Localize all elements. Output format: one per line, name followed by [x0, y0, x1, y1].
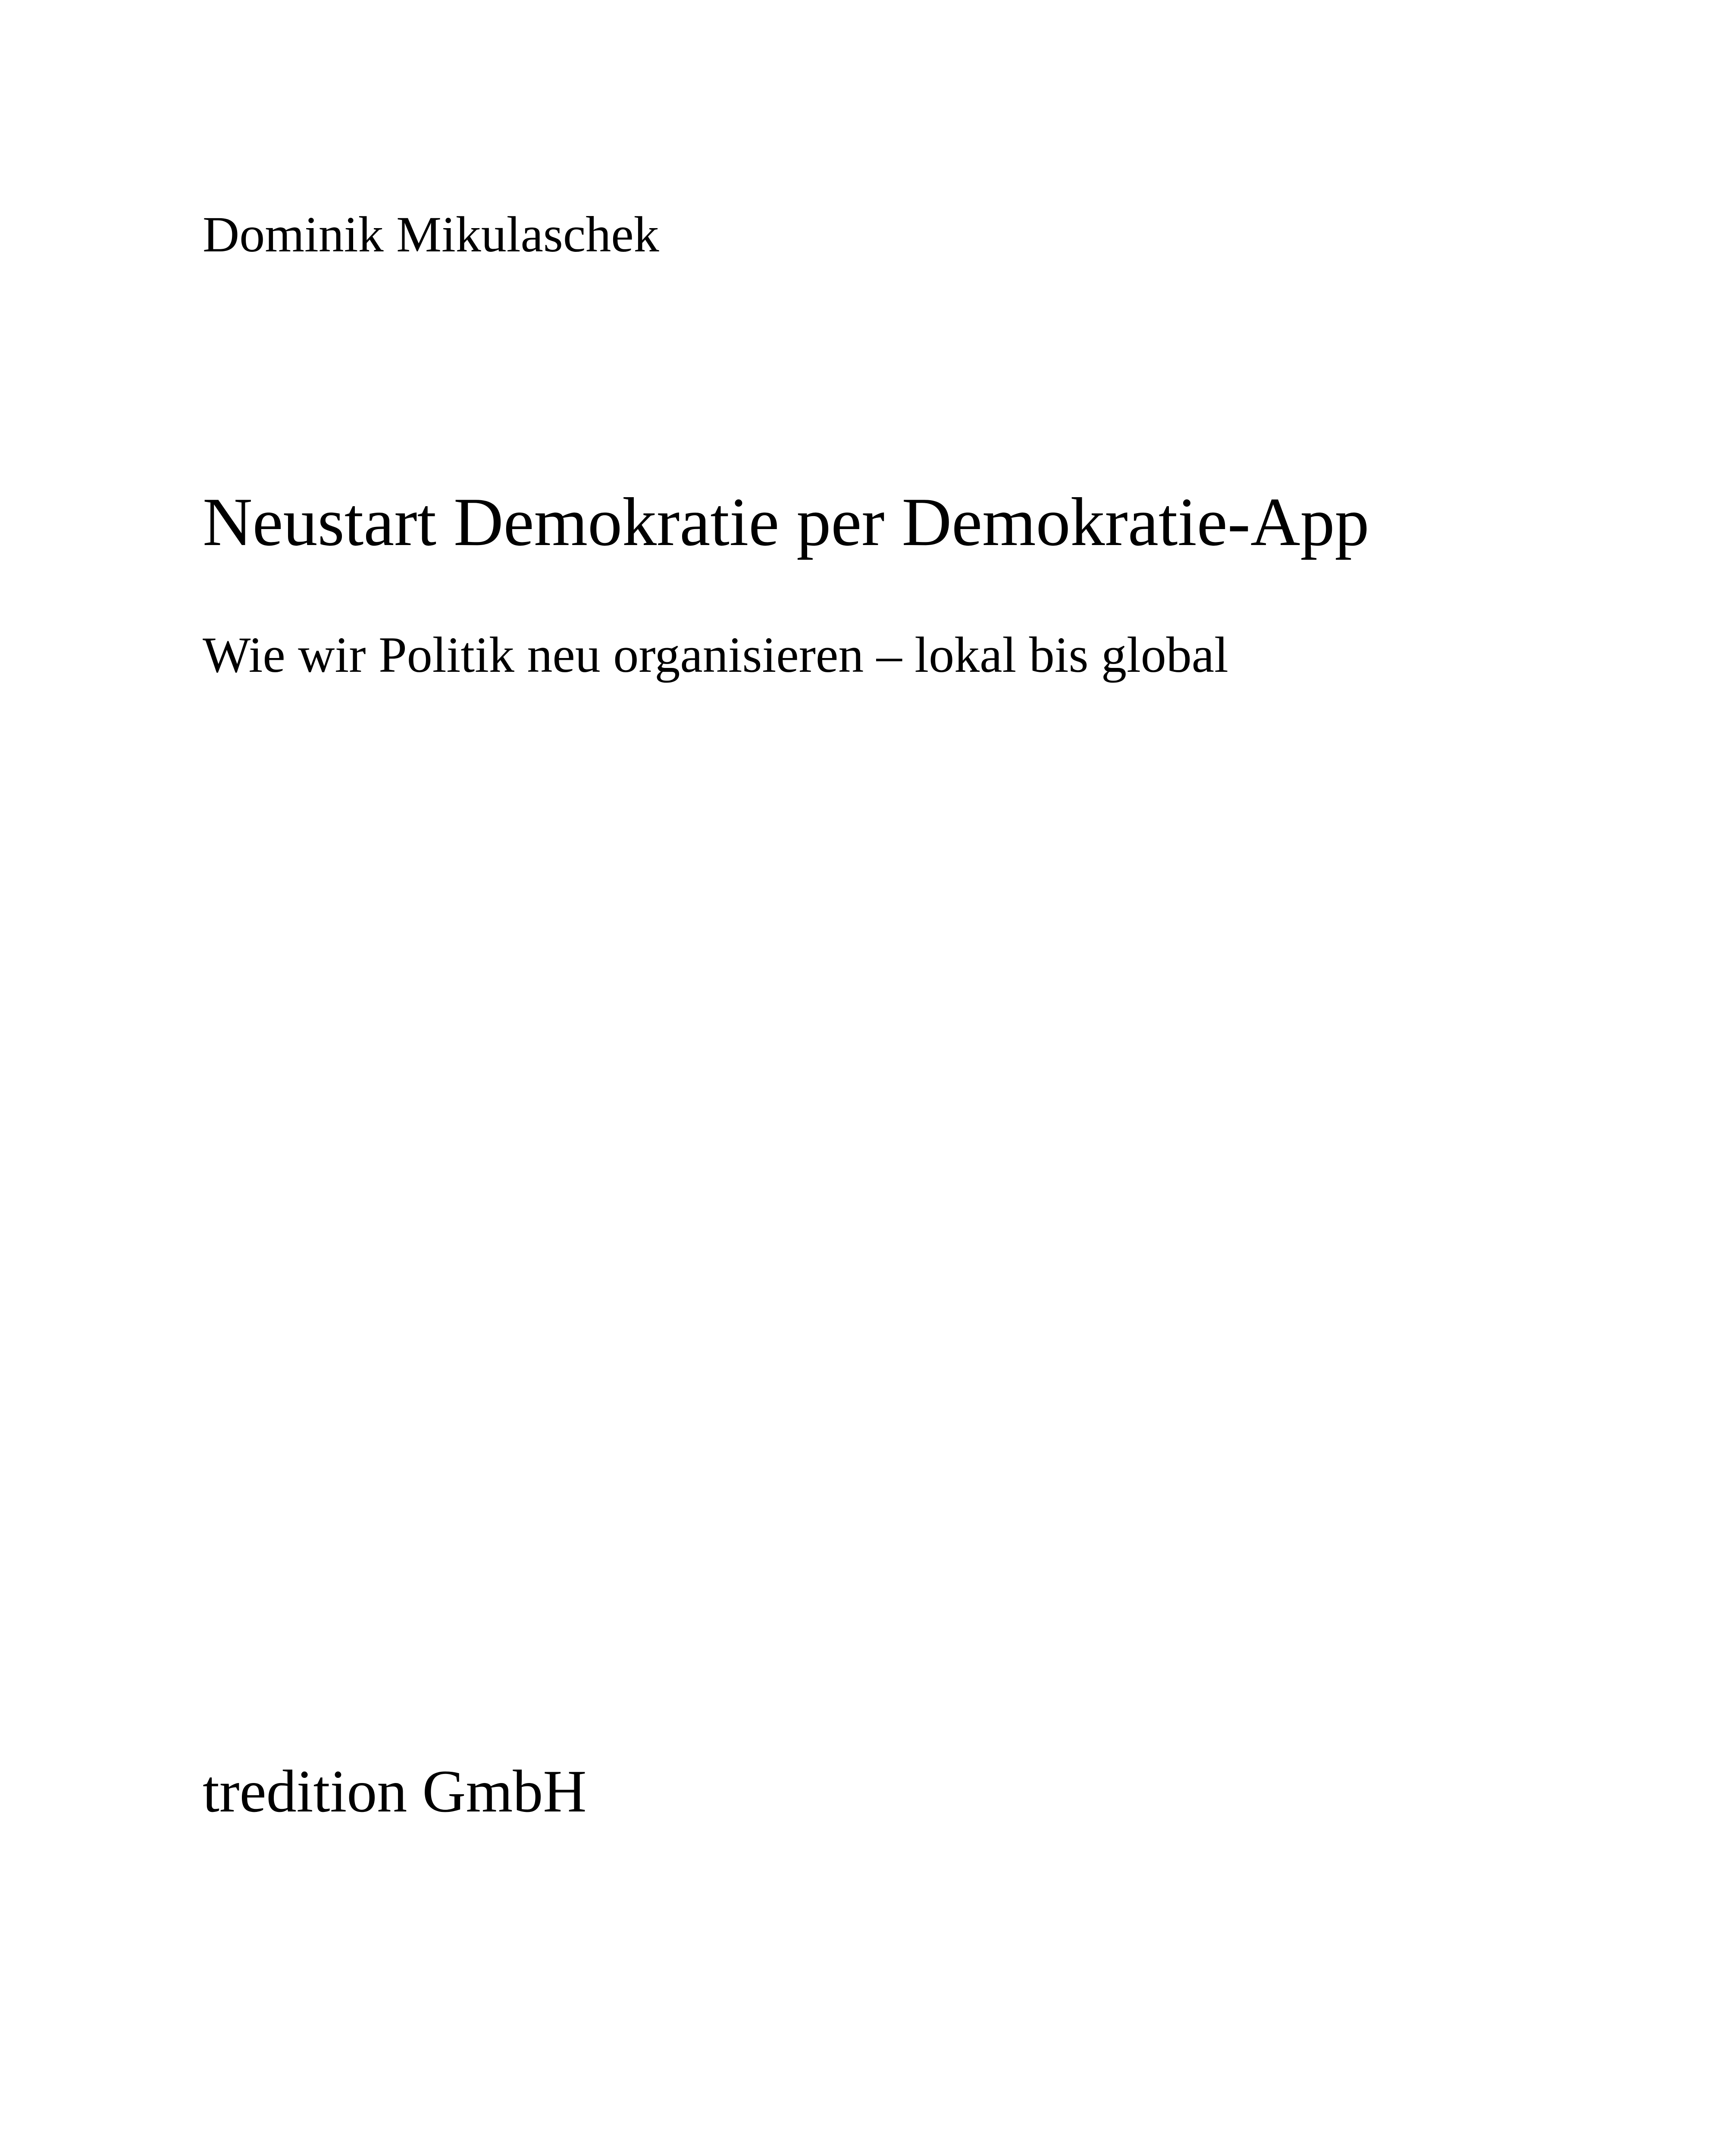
author-name: Dominik Mikulaschek	[203, 206, 659, 263]
publisher-name: tredition GmbH	[203, 1758, 587, 1825]
book-subtitle: Wie wir Politik neu organisieren – lokal bis global	[203, 627, 1228, 683]
book-title: Neustart Demokratie per Demokratie-App	[203, 483, 1369, 560]
